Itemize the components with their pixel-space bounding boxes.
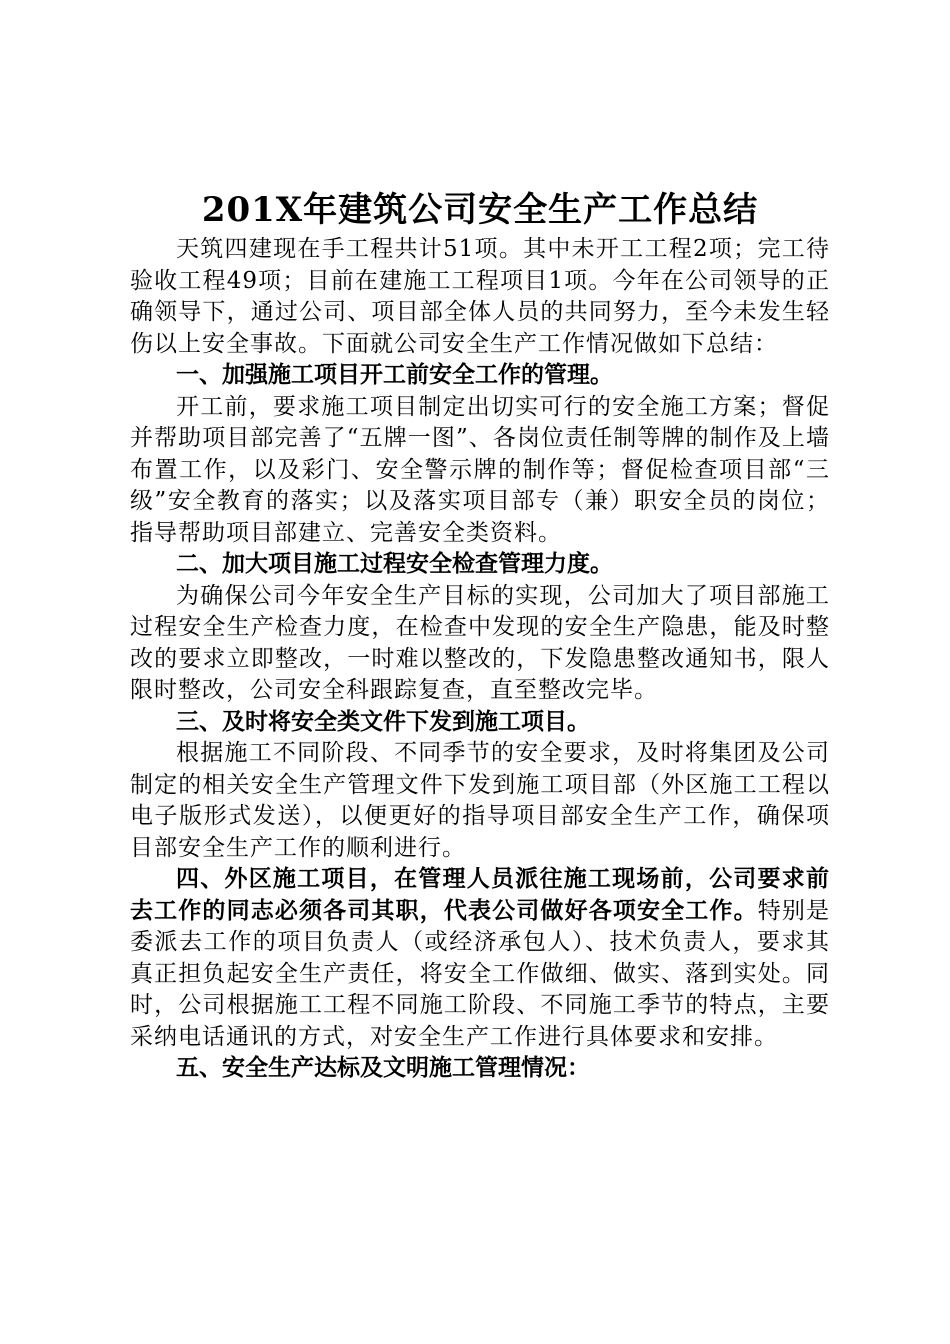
section-1-heading: 一、加强施工项目开工前安全工作的管理。	[176, 362, 613, 388]
section-3-heading: 三、及时将安全类文件下发到施工项目。	[176, 708, 590, 735]
document-page	[130, 186, 830, 1085]
section-4-paragraph	[130, 864, 830, 1053]
section-2-heading: 二、加大项目施工过程安全检查管理力度。	[176, 551, 613, 577]
section-5-heading: 五、安全生产达标及文明施工管理情况：	[176, 1055, 590, 1081]
section-1-body: 开工前，要求施工项目制定出切实可行的安全施工方案；督促并帮助项目部完善了“五牌一图”、各岗位责任制等牌的制作及上墙布置工作，以及彩门、安全警示牌的制作等；督促检查项目部“三级”安全教育的落实；以及落实项目部专（兼）职安全员的岗位；指导帮助项目部建立、完善安全类资料。	[130, 393, 830, 546]
intro-paragraph: 天筑四建现在手工程共计51项。其中未开工工程2项；完工待验收工程49项；目前在建施工工程项目1项。今年在公司领导的正确领导下，通过公司、项目部全体人员的共同努力，至今未发生轻伤以上安全事故。下面就公司安全生产工作情况做如下总结：	[130, 236, 830, 357]
section-2-body: 为确保公司今年安全生产目标的实现，公司加大了项目部施工过程安全生产检查力度，在检查中发现的安全生产隐患，能及时整改的要求立即整改，一时难以整改的，下发隐患整改通知书，限人限时整改，公司安全科跟踪复查，直至整改完毕。	[130, 582, 830, 703]
section-3-body: 根据施工不同阶段、不同季节的安全要求，及时将集团及公司制定的相关安全生产管理文件下发到施工项目部（外区施工工程以电子版形式发送），以便更好的指导项目部安全生产工作，确保项目部安全生产工作的顺利进行。	[130, 740, 830, 861]
document-title: 201X年建筑公司安全生产工作总结	[201, 190, 759, 230]
section-4-lead: 四、外区施工项目，在管理人员派往施工现场前，公司要求前去工作的同志必须各司其职，代表公司做好各项安全工作。	[130, 866, 830, 924]
section-4-body: 特别是委派去工作的项目负责人（或经济承包人）、技术负责人，要求其真正担负起安全生产责任，将安全工作做细、做实、落到实处。同时，公司根据施工工程不同施工阶段、不同施工季节的特点，主要采纳电话通讯的方式，对安全生产工作进行具体要求和安排。	[130, 897, 831, 1050]
